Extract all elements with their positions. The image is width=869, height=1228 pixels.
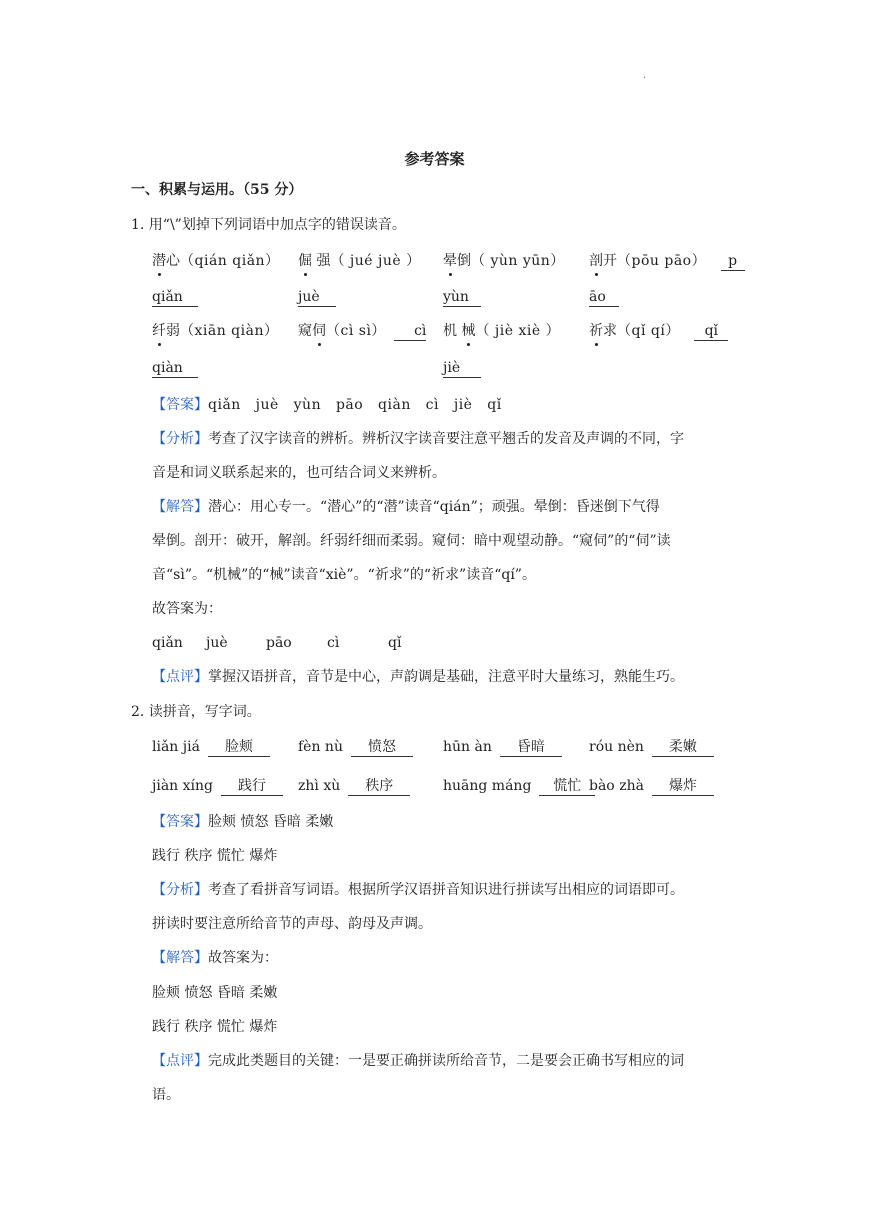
answer-blank: āo	[589, 288, 619, 307]
q1-item-8: 祈求（qǐ qí） qǐ	[589, 321, 728, 341]
q1-comment: 【点评】掌握汉语拼音，音节是中心，声韵调是基础，注意平时大量练习，熟能生巧。	[152, 669, 684, 685]
q2-item: hūn àn 昏暗	[443, 737, 562, 757]
q1-item-3: 晕倒（ yùn yūn）	[443, 253, 565, 269]
answer-blank: qǐ	[694, 322, 728, 341]
q2-solution-ans: 践行 秩序 慌忙 爆炸	[152, 1019, 278, 1035]
q2-item: liǎn jiá 脸颊	[152, 737, 270, 757]
q2-solution: 【解答】故答案为：	[152, 950, 278, 966]
q2-stem: 2. 读拼音，写字词。	[131, 704, 261, 720]
q2-comment-cont: 语。	[152, 1087, 180, 1103]
page-title: 参考答案	[404, 150, 465, 168]
answer-blank: qiàn	[152, 359, 198, 378]
q1-item-7: 机 械（ jiè xiè ）	[443, 323, 561, 339]
q2-comment: 【点评】完成此类题目的关键：一是要正确拼读所给音节，二是要会正确书写相应的词	[152, 1053, 684, 1069]
q2-item: fèn nù 愤怒	[298, 737, 413, 757]
answer-blank-head: p	[721, 252, 745, 271]
q1-stem: 1. 用“\”划掉下列词语中加点字的错误读音。	[131, 217, 406, 233]
q1-final-4: cì	[327, 635, 340, 651]
answer-blank: cì	[394, 322, 426, 341]
q1-analysis-cont: 音是和词义联系起来的，也可结合词义来辨析。	[152, 465, 446, 481]
q2-item: róu nèn 柔嫩	[589, 737, 714, 757]
q1-final-1: qiǎn	[152, 635, 183, 651]
q2-item: huāng máng 慌忙	[443, 776, 595, 796]
q2-analysis: 【分析】考查了看拼音写词语。根据所学汉语拼音知识进行拼读写出相应的词语即可。	[152, 882, 684, 898]
q1-so-answer: 故答案为：	[152, 601, 222, 617]
q1-solution-cont: 晕倒。剖开：破开，解剖。纤弱纤细而柔弱。窥伺：暗中观望动静。“窥伺”的“伺”读	[152, 533, 671, 549]
q1-item-4: 剖开（pōu pāo） p	[589, 251, 745, 271]
q1-final-5: qǐ	[388, 635, 402, 651]
q2-answer: 【答案】脸颊 愤怒 昏暗 柔嫩	[152, 814, 334, 830]
q1-solution-cont: 音“sì”。“机械”的“械”读音“xiè”。“祈求”的“祈求”读音“qí”。	[152, 567, 536, 583]
q1-solution: 【解答】潜心：用心专一。“潜心”的“潜”读音“qián”；顽强。晕倒：昏迷倒下气得	[152, 499, 660, 515]
answer-blank: yùn	[443, 288, 481, 307]
q1-item-5: 纤弱（xiān qiàn）	[152, 323, 279, 339]
q2-solution-ans: 脸颊 愤怒 昏暗 柔嫩	[152, 985, 278, 1001]
q2-analysis-cont: 拼读时要注意所给音节的声母、韵母及声调。	[152, 916, 432, 932]
q2-item: zhì xù 秩序	[298, 776, 410, 796]
q2-item: bào zhà 爆炸	[589, 776, 714, 796]
q1-item-2: 倔 强（ jué juè ）	[298, 253, 421, 269]
q1-item-1: 潜心（qián qiǎn）	[152, 253, 280, 269]
q2-item: jiàn xíng 践行	[152, 776, 283, 796]
q1-answer: 【答案】qiǎn juè yùn pāo qiàn cì jiè qǐ	[152, 397, 502, 413]
answer-blank: qiǎn	[152, 288, 198, 307]
section-heading: 一、积累与运用。（55 分）	[131, 182, 303, 198]
q1-final-3: pāo	[266, 635, 292, 651]
q1-analysis: 【分析】考查了汉字读音的辨析。辨析汉字读音要注意平翘舌的发音及声调的不同，字	[152, 431, 684, 447]
answer-blank: jiè	[443, 359, 481, 378]
answer-blank: juè	[298, 288, 336, 307]
q1-final-2: juè	[206, 635, 228, 651]
q1-item-6: 窥伺（cì sì） cì	[298, 323, 427, 339]
page-dot: .	[643, 70, 647, 81]
q2-answer-cont: 践行 秩序 慌忙 爆炸	[152, 848, 278, 864]
